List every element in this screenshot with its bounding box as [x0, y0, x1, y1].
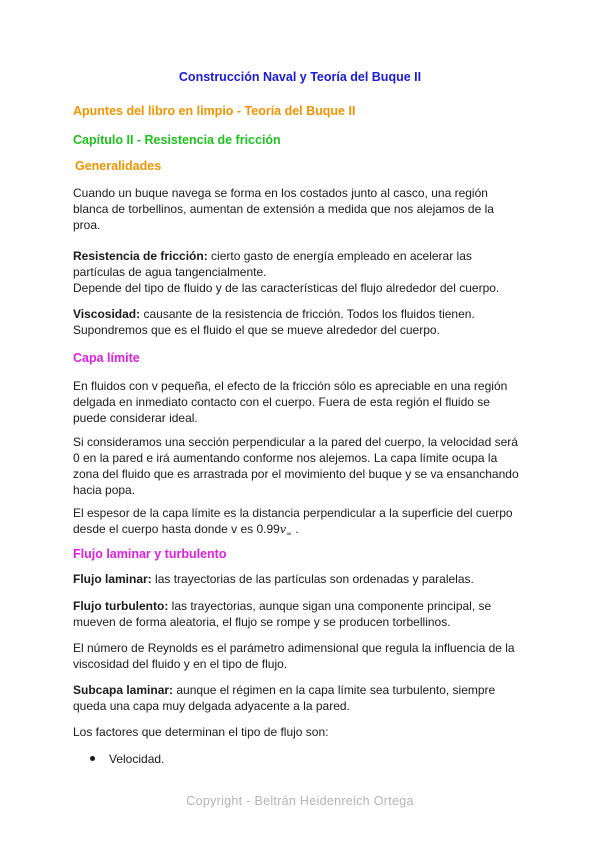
- term-resistencia: Resistencia de fricción:: [73, 249, 208, 263]
- footer-copyright: Copyright - Beltrán Heidenreich Ortega: [186, 794, 414, 808]
- subtitle: Apuntes del libro en limpio - Teoría del Buque II: [73, 104, 356, 118]
- paragraph-factores: Los factores que determinan el tipo de flujo son:: [73, 725, 329, 739]
- paragraph-subcapa: [73, 682, 523, 714]
- section-heading-flujo: Flujo laminar y turbulento: [73, 547, 227, 561]
- chapter-heading: Capítulo II - Resistencia de fricción: [73, 133, 281, 147]
- paragraph-generalidades: Cuando un buque navega se forma en los costados junto al casco, una región blanca de torbellinos, aumentan de extensión a medida que nos alejamos de la proa.: [73, 186, 494, 232]
- definition-subcapa: aunque el régimen en la capa límite sea turbulento, siempre queda una capa muy delgada adyacente a la pared.: [73, 683, 496, 713]
- definition-resistencia: cierto gasto de energía empleado en acelerar las partículas de agua tangencialmente.: [73, 249, 472, 279]
- paragraph-laminar: [73, 571, 523, 587]
- paragraph-capa-2: Si consideramos una sección perpendicular a la pared del cuerpo, la velocidad será 0 en la pared e irá aumentando conforme nos alejemos. La capa límite ocupa la zona del fluido que es arrastrada por el movimiento del buque y se va ensanchando hacia popa.: [73, 435, 519, 497]
- list-item-label: Velocidad.: [109, 752, 165, 766]
- definition-laminar: las trayectorias de las partículas son ordenadas y paralelas.: [151, 572, 474, 586]
- section-heading-generalidades: Generalidades: [75, 159, 162, 173]
- definition-viscosidad: causante de la resistencia de fricción. Todos los fluidos tienen. Supondremos que es el fluido el que se mueve alrededor del cuerpo.: [73, 307, 475, 337]
- term-laminar: Flujo laminar:: [73, 572, 152, 586]
- paragraph-capa-3: [73, 505, 523, 542]
- term-turbulento: Flujo turbulento:: [73, 599, 169, 613]
- term-subcapa: Subcapa laminar:: [73, 683, 174, 697]
- term-viscosidad: Viscosidad:: [73, 307, 141, 321]
- section-heading-capa-limite: Capa límite: [73, 351, 140, 365]
- paragraph-resistencia: [73, 248, 523, 296]
- paragraph-capa-1: En fluidos con v pequeña, el efecto de la fricción sólo es apreciable en una región delgada en inmediato contacto con el cuerpo. Fuera de esta región el fluido se puede considerar ideal.: [73, 379, 508, 425]
- definition-turbulento: las trayectorias, aunque sigan una componente principal, se mueven de forma aleatoria, el flujo se rompe y se producen torbellinos.: [73, 599, 492, 629]
- capa-3-end: .: [291, 522, 299, 536]
- resistencia-line2: Depende del tipo de fluido y de las características del flujo alrededor del cuerpo.: [73, 281, 500, 295]
- paragraph-viscosidad: [73, 306, 523, 338]
- paragraph-reynolds: El número de Reynolds es el parámetro adimensional que regula la influencia de la viscosidad del fluido y en el tipo de flujo.: [73, 641, 515, 671]
- capa-3-text: El espesor de la capa límite es la distancia perpendicular a la superficie del cuerpo desde el cuerpo hasta donde v es 0.99: [73, 506, 513, 536]
- bullet-icon: [90, 756, 95, 761]
- v-infinity-symbol: $v_\infty$: [279, 523, 292, 539]
- paragraph-turbulento: [73, 598, 523, 630]
- document-title: Construcción Naval y Teoría del Buque II: [178, 70, 422, 84]
- list-item: [90, 751, 164, 767]
